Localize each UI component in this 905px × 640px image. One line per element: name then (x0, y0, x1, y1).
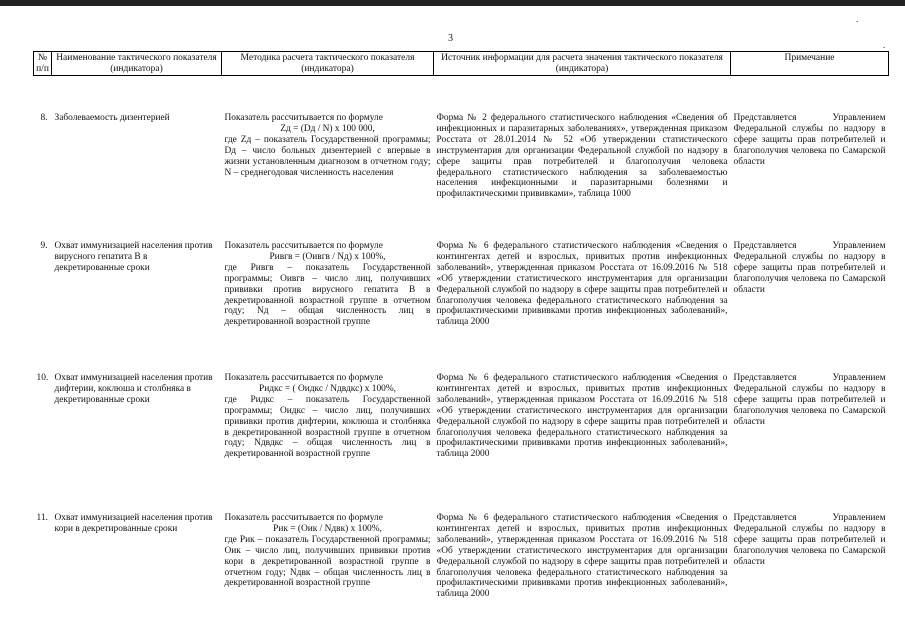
indicator-name: Охват иммунизацией населения против вирусного гепатита В в декретированные сроки (54, 241, 213, 273)
header-number: № п/п (34, 52, 52, 76)
formula: Pик = (Oик / Nдвк) x 100%, (273, 523, 382, 534)
method-details: где Zд – показатель Государственной программы; Dд – число больных дизентерией с впервые в жизни установленным диагнозом в отчетном году; N – среднегодовая численность населения (224, 134, 431, 178)
information-source: Форма № 6 федерального статистического наблюдения «Сведения о контингентах детей и взрослых, привитых против инфекционных заболеваний», утвержденная приказом Росстата от 16.09.2016 № 518 «Об утверждении статистического инструментария для организации Федеральной службой по надзору в сфере защиты прав потребителей и благополучия человека федерального статистического наблюдения за профилактическими прививками против инфекционных заболеваний», таблица 2000 (436, 241, 728, 328)
row-number: 10. (36, 373, 49, 383)
note: Представляется Управлением Федеральной службы по надзору в сфере защиты прав потребителей и благополучия человека по Самарской области (733, 373, 886, 427)
formula: Pивгв = (Oивгв / Nд) x 100%, (269, 251, 386, 262)
note: Представляется Управлением Федеральной службы по надзору в сфере защиты прав потребителей и благополучия человека по Самарской области (733, 113, 886, 167)
table-row (34, 513, 889, 600)
table-header-row (34, 52, 889, 76)
method-intro: Показатель рассчитывается по формуле (224, 241, 383, 251)
row-number: 9. (40, 241, 48, 251)
header-method: Методика расчета тактического показателя (индикатора) (222, 52, 434, 76)
corner-mark: . (883, 40, 886, 50)
indicators-table (33, 51, 889, 600)
header-source: Источник информации для расчета значения тактического показателя (индикатора) (434, 52, 731, 76)
table-row (34, 241, 889, 373)
corner-mark: . (856, 14, 859, 24)
calculation-method (222, 373, 434, 513)
page-number: 3 (448, 33, 453, 44)
header-note: Примечание (731, 52, 889, 76)
row-number: 8. (40, 113, 48, 123)
method-intro: Показатель рассчитывается по формуле (224, 373, 383, 383)
table-row (34, 373, 889, 513)
calculation-method (222, 113, 434, 241)
row-number: 11. (36, 513, 48, 523)
formula: Pидкс = ( Oидкс / Nдвдкс) x 100%, (259, 383, 396, 394)
information-source: Форма № 2 федерального статистического наблюдения «Сведения об инфекционных и паразитарных заболеваниях», утвержденная приказом Росстата от 28.01.2014 № 52 «Об утверждении статистического инструментария для организации Федеральной службой по надзору в сфере защиты прав потребителей и благополучия человека федерального статистического наблюдения за заболеваемостью населения инфекционными и паразитарными болезнями и профилактическими прививками», таблица 1000 (436, 113, 728, 200)
calculation-method (222, 241, 434, 373)
indicator-name: Охват иммунизацией населения против дифтерии, коклюша и столбняка в декретированные сроки (54, 373, 213, 405)
method-intro: Показатель рассчитывается по формуле (224, 113, 383, 123)
method-intro: Показатель рассчитывается по формуле (224, 513, 383, 523)
note: Представляется Управлением Федеральной службы по надзору в сфере защиты прав потребителей и благополучия человека по Самарской области (733, 513, 886, 567)
information-source: Форма № 6 федерального статистического наблюдения «Сведения о контингентах детей и взрослых, привитых против инфекционных заболеваний», утвержденная приказом Росстата от 16.09.2016 № 518 «Об утверждении статистического инструментария для организации Федеральной службой по надзору в сфере защиты прав потребителей и благополучия человека федерального статистического наблюдения за профилактическими прививками против инфекционных заболеваний», таблица 2000 (436, 373, 728, 460)
formula: Zд = (Dд / N) x 100 000, (280, 123, 375, 134)
method-details: где Pидкс – показатель Государственной программы; Oидкс – число лиц, получивших прививки против дифтерии, коклюша и столбняка в декретированной возрастной группе в отчетном году; Nдвдкс – общая численность лиц в декретированной возрастной группе (224, 394, 431, 460)
method-details: где Pик – показатель Государственной программы; Oик – число лиц, получивших прививки против кори в декретированной возрастной группе в отчетном году; Nдвк – общая численность лиц в декретированной возрастной группе (224, 534, 431, 589)
indicator-name: Заболеваемость дизентерией (54, 113, 170, 123)
information-source: Форма № 6 федерального статистического наблюдения «Сведения о контингентах детей и взрослых, привитых против инфекционных заболеваний», утвержденная приказом Росстата от 16.09.2016 № 518 «Об утверждении статистического инструментария для организации Федеральной службой по надзору в сфере защиты прав потребителей и благополучия человека федерального статистического наблюдения за профилактическими прививками против инфекционных заболеваний», таблица 2000 (436, 513, 728, 600)
scan-top-border (0, 0, 905, 6)
note: Представляется Управлением Федеральной службы по надзору в сфере защиты прав потребителей и благополучия человека по Самарской области (733, 241, 886, 295)
calculation-method (222, 513, 434, 600)
method-details: где Pивгв – показатель Государственной программы; Oивгв – число лиц, получивших прививки против вирусного гепатита В в декретированной возрастной группе в отчетном году; Nд – общая численность лиц в декретированной возрастной группе (224, 262, 431, 328)
header-name: Наименование тактического показателя (индикатора) (52, 52, 222, 76)
indicator-name: Охват иммунизацией населения против кори в декретированные сроки (54, 513, 213, 534)
table-row (34, 113, 889, 241)
